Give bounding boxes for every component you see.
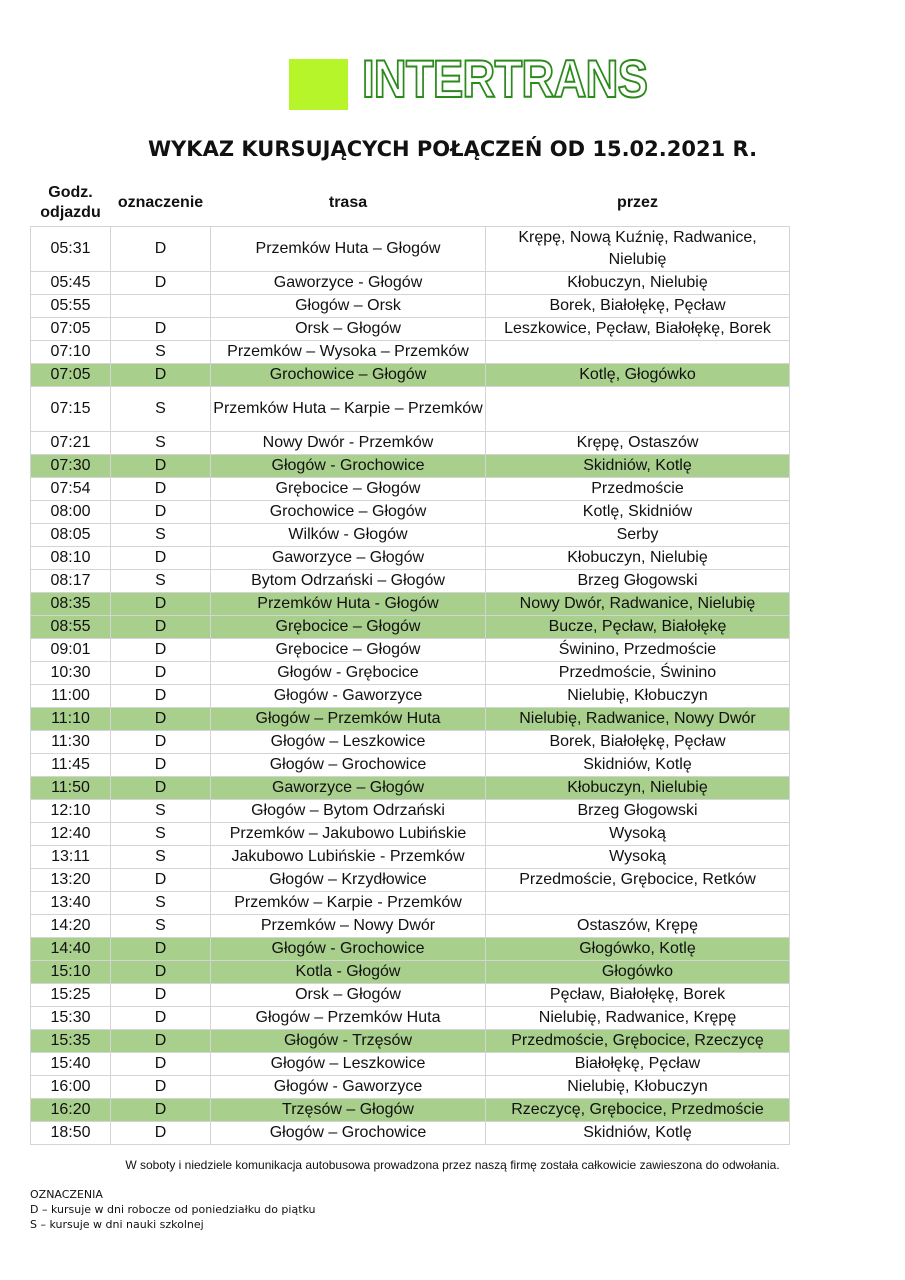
cell-mark: D: [111, 754, 211, 777]
cell-via: Skidniów, Kotlę: [486, 754, 790, 777]
cell-route: Kotla - Głogów: [211, 961, 486, 984]
cell-mark: D: [111, 708, 211, 731]
cell-time: 08:55: [31, 616, 111, 639]
cell-mark: D: [111, 1076, 211, 1099]
cell-route: Grębocice – Głogów: [211, 616, 486, 639]
cell-via: Białołękę, Pęcław: [486, 1053, 790, 1076]
cell-time: 12:10: [31, 800, 111, 823]
cell-via: Borek, Białołękę, Pęcław: [486, 731, 790, 754]
cell-route: Głogów - Grochowice: [211, 455, 486, 478]
header-via: przez: [617, 194, 658, 211]
cell-via: Świnino, Przedmoście: [486, 639, 790, 662]
cell-time: 11:30: [31, 731, 111, 754]
cell-time: 07:54: [31, 478, 111, 501]
timetable-header-row: [31, 180, 790, 227]
cell-route: Głogów – Leszkowice: [211, 1053, 486, 1076]
cell-mark: D: [111, 984, 211, 1007]
header-route: trasa: [328, 194, 368, 211]
cell-via: Głogówko, Kotlę: [486, 938, 790, 961]
cell-mark: S: [111, 846, 211, 869]
table-row: [31, 570, 790, 593]
cell-mark: S: [111, 524, 211, 547]
cell-mark: [111, 295, 211, 318]
cell-route: Przemków Huta – Karpie – Przemków: [211, 387, 486, 432]
cell-mark: D: [111, 685, 211, 708]
cell-via: Kłobuczyn, Nielubię: [486, 777, 790, 800]
cell-route: Grochowice – Głogów: [211, 501, 486, 524]
table-row: [31, 938, 790, 961]
cell-via: Skidniów, Kotlę: [486, 1122, 790, 1145]
cell-via: Kłobuczyn, Nielubię: [486, 272, 790, 295]
cell-route: Grębocice – Głogów: [211, 639, 486, 662]
cell-route: Gaworzyce – Głogów: [211, 777, 486, 800]
cell-via: [486, 892, 790, 915]
cell-via: Nielubię, Kłobuczyn: [486, 1076, 790, 1099]
cell-via: Skidniów, Kotlę: [486, 455, 790, 478]
table-row: [31, 364, 790, 387]
table-row: [31, 1099, 790, 1122]
cell-via: Kłobuczyn, Nielubię: [486, 547, 790, 570]
cell-via: Przedmoście, Świnino: [486, 662, 790, 685]
cell-mark: D: [111, 364, 211, 387]
table-row: [31, 777, 790, 800]
cell-time: 08:17: [31, 570, 111, 593]
table-row: [31, 731, 790, 754]
cell-time: 15:30: [31, 1007, 111, 1030]
table-row: [31, 754, 790, 777]
cell-route: Przemków – Wysoka – Przemków: [211, 341, 486, 364]
table-row: [31, 432, 790, 455]
cell-route: Bytom Odrzański – Głogów: [211, 570, 486, 593]
cell-mark: D: [111, 478, 211, 501]
cell-route: Głogów – Przemków Huta: [211, 708, 486, 731]
cell-time: 14:40: [31, 938, 111, 961]
cell-via: Kotlę, Głogówko: [486, 364, 790, 387]
cell-route: Orsk – Głogów: [211, 984, 486, 1007]
table-row: [31, 524, 790, 547]
table-row: [31, 387, 790, 432]
cell-mark: S: [111, 341, 211, 364]
table-row: [31, 478, 790, 501]
cell-time: 07:15: [31, 387, 111, 432]
cell-mark: S: [111, 570, 211, 593]
cell-route: Trzęsów – Głogów: [211, 1099, 486, 1122]
cell-route: Przemków – Jakubowo Lubińskie: [211, 823, 486, 846]
cell-via: Rzeczycę, Grębocice, Przedmoście: [486, 1099, 790, 1122]
cell-time: 13:11: [31, 846, 111, 869]
cell-time: 14:20: [31, 915, 111, 938]
cell-time: 09:01: [31, 639, 111, 662]
cell-route: Gaworzyce - Głogów: [211, 272, 486, 295]
cell-via: Bucze, Pęcław, Białołękę: [486, 616, 790, 639]
table-row: [31, 593, 790, 616]
legend: [30, 1187, 316, 1232]
cell-route: Jakubowo Lubińskie - Przemków: [211, 846, 486, 869]
cell-time: 10:30: [31, 662, 111, 685]
table-row: [31, 1053, 790, 1076]
table-row: [31, 984, 790, 1007]
cell-route: Przemków – Karpie - Przemków: [211, 892, 486, 915]
cell-via: Pęcław, Białołękę, Borek: [486, 984, 790, 1007]
cell-time: 07:10: [31, 341, 111, 364]
cell-time: 11:10: [31, 708, 111, 731]
weekend-note: W soboty i niedziele komunikacja autobusowa prowadzona przez naszą firmę została całkowicie zawieszona do odwołania.: [125, 1158, 780, 1172]
header-time: Godz. odjazdu: [40, 184, 101, 221]
cell-mark: S: [111, 387, 211, 432]
cell-route: Głogów - Gaworzyce: [211, 1076, 486, 1099]
cell-mark: D: [111, 731, 211, 754]
table-row: [31, 685, 790, 708]
page-title: WYKAZ KURSUJĄCYCH POŁĄCZEŃ OD 15.02.2021 R.: [147, 137, 758, 161]
cell-via: Kotlę, Skidniów: [486, 501, 790, 524]
table-row: [31, 892, 790, 915]
cell-time: 08:10: [31, 547, 111, 570]
table-row: [31, 616, 790, 639]
cell-time: 07:05: [31, 364, 111, 387]
cell-time: 12:40: [31, 823, 111, 846]
cell-mark: D: [111, 938, 211, 961]
cell-route: Głogów - Grochowice: [211, 938, 486, 961]
table-row: [31, 1007, 790, 1030]
cell-route: Nowy Dwór - Przemków: [211, 432, 486, 455]
header-mark: oznaczenie: [117, 194, 204, 211]
table-row: [31, 455, 790, 478]
cell-route: Głogów - Grębocice: [211, 662, 486, 685]
cell-via: Borek, Białołękę, Pęcław: [486, 295, 790, 318]
cell-time: 08:05: [31, 524, 111, 547]
cell-mark: S: [111, 800, 211, 823]
cell-via: Nielubię, Radwanice, Nowy Dwór: [486, 708, 790, 731]
cell-mark: D: [111, 777, 211, 800]
cell-via: [486, 341, 790, 364]
table-row: [31, 1122, 790, 1145]
table-row: [31, 1030, 790, 1053]
cell-time: 15:40: [31, 1053, 111, 1076]
cell-mark: D: [111, 547, 211, 570]
cell-via: Wysoką: [486, 823, 790, 846]
table-row: [31, 639, 790, 662]
cell-mark: D: [111, 1053, 211, 1076]
cell-time: 07:05: [31, 318, 111, 341]
cell-route: Orsk – Głogów: [211, 318, 486, 341]
table-row: [31, 915, 790, 938]
cell-mark: D: [111, 869, 211, 892]
legend-item-d: D – kursuje w dni robocze od poniedziałku do piątku: [30, 1203, 316, 1216]
cell-mark: S: [111, 432, 211, 455]
cell-time: 15:10: [31, 961, 111, 984]
table-row: [31, 823, 790, 846]
cell-time: 15:25: [31, 984, 111, 1007]
cell-via: Przedmoście: [486, 478, 790, 501]
legend-item-s: S – kursuje w dni nauki szkolnej: [30, 1218, 204, 1231]
cell-mark: D: [111, 639, 211, 662]
cell-time: 11:45: [31, 754, 111, 777]
table-row: [31, 295, 790, 318]
cell-via: Nowy Dwór, Radwanice, Nielubię: [486, 593, 790, 616]
cell-mark: D: [111, 501, 211, 524]
cell-time: 07:21: [31, 432, 111, 455]
cell-route: Przemków Huta - Głogów: [211, 593, 486, 616]
cell-time: 15:35: [31, 1030, 111, 1053]
cell-time: 16:20: [31, 1099, 111, 1122]
cell-mark: S: [111, 823, 211, 846]
cell-mark: S: [111, 915, 211, 938]
table-row: [31, 272, 790, 295]
cell-via: Nielubię, Kłobuczyn: [486, 685, 790, 708]
cell-route: Przemków Huta – Głogów: [211, 227, 486, 272]
cell-time: 08:35: [31, 593, 111, 616]
cell-mark: D: [111, 961, 211, 984]
table-row: [31, 961, 790, 984]
cell-time: 13:40: [31, 892, 111, 915]
table-row: [31, 662, 790, 685]
cell-time: 05:31: [31, 227, 111, 272]
intertrans-logo: [289, 50, 661, 111]
cell-route: Wilków - Głogów: [211, 524, 486, 547]
logo-text: INTERTRANS: [362, 50, 648, 109]
table-row: [31, 341, 790, 364]
cell-time: 05:55: [31, 295, 111, 318]
table-row: [31, 547, 790, 570]
table-row: [31, 1076, 790, 1099]
cell-route: Gaworzyce – Głogów: [211, 547, 486, 570]
cell-via: Głogówko: [486, 961, 790, 984]
cell-time: 11:50: [31, 777, 111, 800]
cell-mark: D: [111, 1030, 211, 1053]
cell-mark: D: [111, 662, 211, 685]
table-row: [31, 708, 790, 731]
cell-route: Głogów – Bytom Odrzański: [211, 800, 486, 823]
cell-route: Głogów – Grochowice: [211, 1122, 486, 1145]
timetable-body: [31, 227, 790, 1145]
cell-time: 18:50: [31, 1122, 111, 1145]
cell-via: Nielubię, Radwanice, Krępę: [486, 1007, 790, 1030]
cell-mark: D: [111, 318, 211, 341]
cell-via: Przedmoście, Grębocice, Retków: [486, 869, 790, 892]
table-row: [31, 318, 790, 341]
cell-mark: D: [111, 227, 211, 272]
cell-via: [486, 387, 790, 432]
cell-via: Krępę, Ostaszów: [486, 432, 790, 455]
cell-route: Głogów – Przemków Huta: [211, 1007, 486, 1030]
table-row: [31, 501, 790, 524]
cell-route: Głogów – Leszkowice: [211, 731, 486, 754]
cell-time: 16:00: [31, 1076, 111, 1099]
cell-via: Krępę, Nową Kuźnię, Radwanice, Nielubię: [486, 227, 790, 272]
cell-mark: S: [111, 892, 211, 915]
cell-via: Leszkowice, Pęcław, Białołękę, Borek: [486, 318, 790, 341]
cell-mark: D: [111, 272, 211, 295]
cell-time: 07:30: [31, 455, 111, 478]
cell-route: Głogów - Gaworzyce: [211, 685, 486, 708]
table-row: [31, 846, 790, 869]
cell-time: 08:00: [31, 501, 111, 524]
table-row: [31, 227, 790, 272]
cell-time: 11:00: [31, 685, 111, 708]
cell-route: Głogów – Krzydłowice: [211, 869, 486, 892]
cell-route: Głogów – Orsk: [211, 295, 486, 318]
cell-via: Przedmoście, Grębocice, Rzeczycę: [486, 1030, 790, 1053]
cell-via: Brzeg Głogowski: [486, 570, 790, 593]
table-row: [31, 869, 790, 892]
cell-route: Grochowice – Głogów: [211, 364, 486, 387]
cell-time: 13:20: [31, 869, 111, 892]
cell-mark: D: [111, 1122, 211, 1145]
cell-via: Wysoką: [486, 846, 790, 869]
cell-mark: D: [111, 455, 211, 478]
table-row: [31, 800, 790, 823]
cell-mark: D: [111, 593, 211, 616]
cell-via: Brzeg Głogowski: [486, 800, 790, 823]
cell-route: Przemków – Nowy Dwór: [211, 915, 486, 938]
cell-route: Głogów - Trzęsów: [211, 1030, 486, 1053]
cell-mark: D: [111, 616, 211, 639]
cell-mark: D: [111, 1007, 211, 1030]
cell-mark: D: [111, 1099, 211, 1122]
cell-route: Grębocice – Głogów: [211, 478, 486, 501]
cell-time: 05:45: [31, 272, 111, 295]
timetable: [30, 180, 790, 1145]
cell-via: Ostaszów, Krępę: [486, 915, 790, 938]
logo-square-mark: [289, 59, 348, 110]
legend-title: OZNACZENIA: [30, 1188, 103, 1201]
cell-via: Serby: [486, 524, 790, 547]
cell-route: Głogów – Grochowice: [211, 754, 486, 777]
